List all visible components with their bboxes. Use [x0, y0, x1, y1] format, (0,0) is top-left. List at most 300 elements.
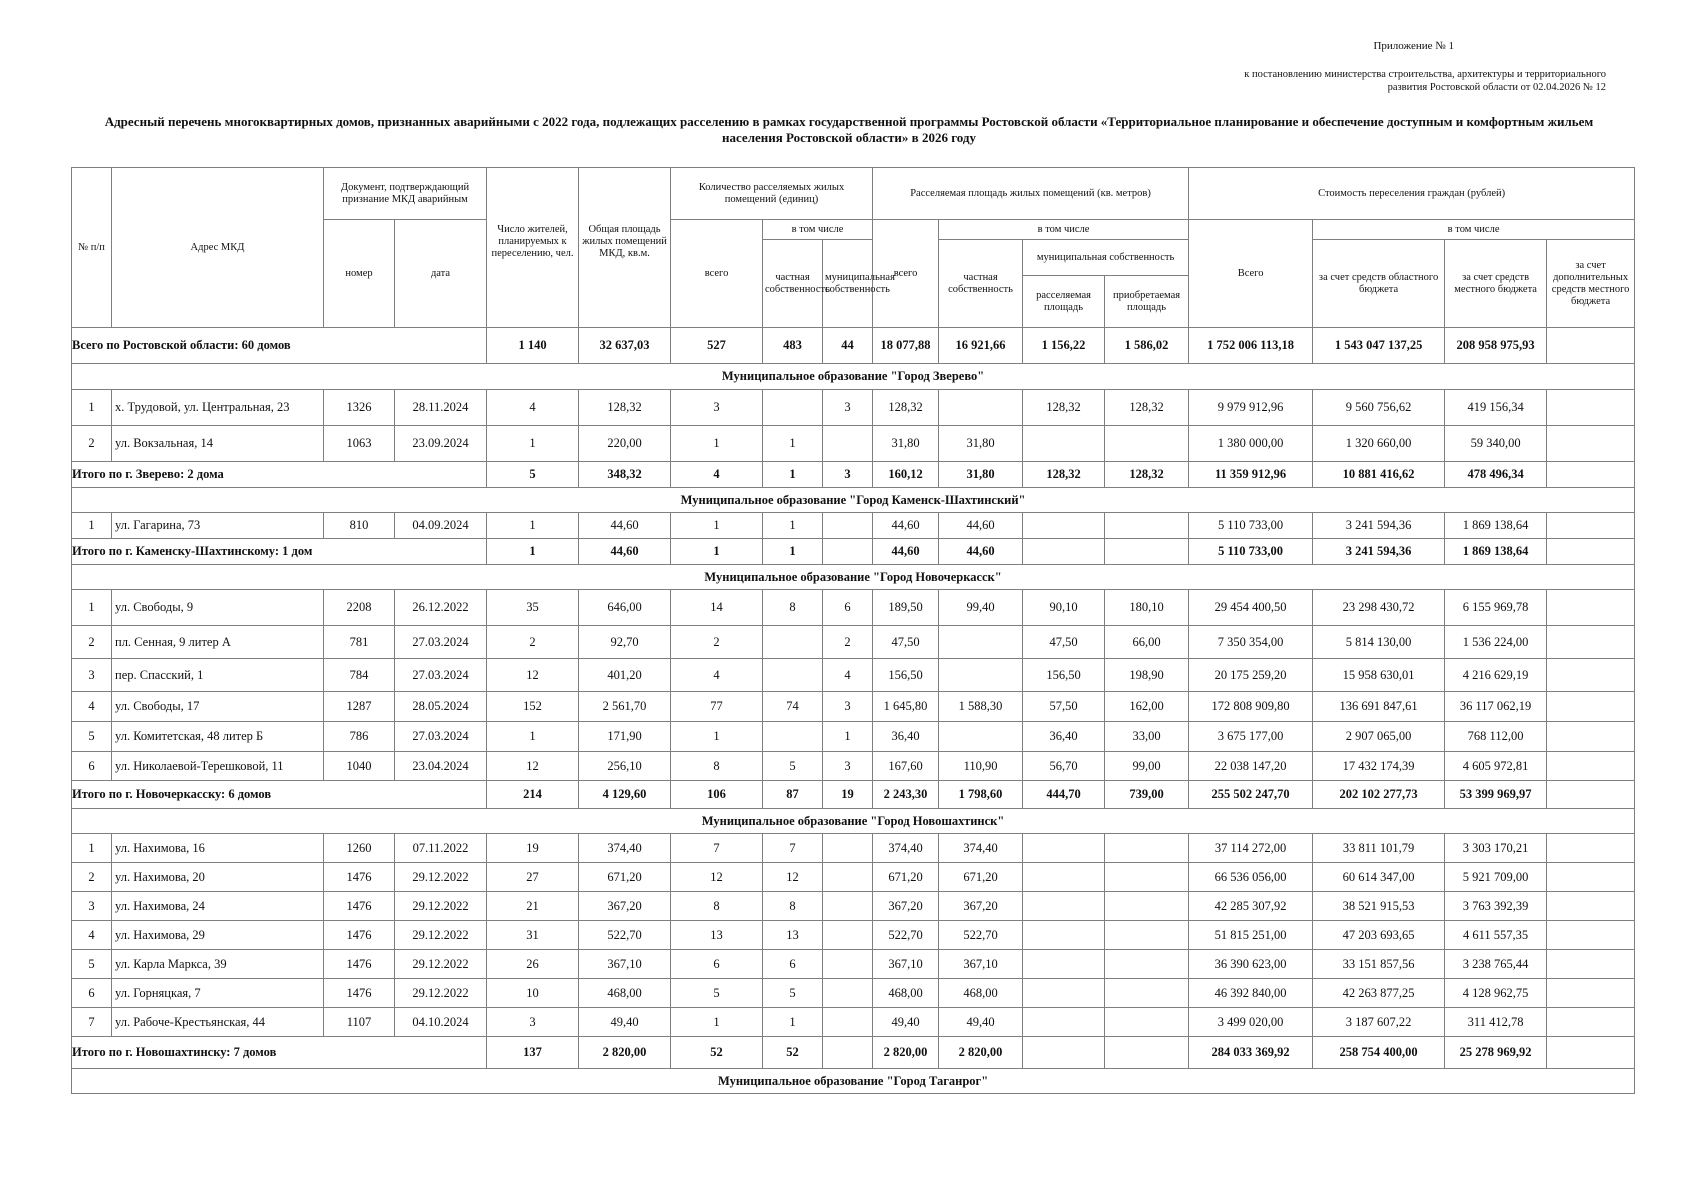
- address-cell: ул. Рабоче-Крестьянская, 44: [112, 1008, 324, 1037]
- table-cell: [763, 626, 823, 659]
- table-cell: 3 241 594,36: [1313, 513, 1445, 539]
- table-cell: 60 614 347,00: [1313, 863, 1445, 892]
- total-cell: [823, 539, 873, 565]
- section-title: Муниципальное образование "Город Таганрог": [72, 1069, 1635, 1094]
- address-cell: ул. Гагарина, 73: [112, 513, 324, 539]
- total-cell: 3 241 594,36: [1313, 539, 1445, 565]
- table-cell: 786: [324, 722, 395, 752]
- table-cell: [1547, 1008, 1635, 1037]
- table-cell: 28.11.2024: [395, 390, 487, 426]
- table-cell: 1 536 224,00: [1445, 626, 1547, 659]
- table-cell: 66 536 056,00: [1189, 863, 1313, 892]
- table-cell: 33 811 101,79: [1313, 834, 1445, 863]
- total-cell: 208 958 975,93: [1445, 328, 1547, 364]
- total-cell: 4: [671, 462, 763, 488]
- table-cell: [763, 390, 823, 426]
- table-cell: 7: [671, 834, 763, 863]
- table-cell: 29.12.2022: [395, 892, 487, 921]
- total-label: Итого по г. Новошахтинску: 7 домов: [72, 1037, 487, 1069]
- table-cell: 172 808 909,80: [1189, 692, 1313, 722]
- total-cell: 5 110 733,00: [1189, 539, 1313, 565]
- total-cell: 32 637,03: [579, 328, 671, 364]
- table-cell: 13: [671, 921, 763, 950]
- table-cell: [939, 659, 1023, 692]
- total-cell: 1 752 006 113,18: [1189, 328, 1313, 364]
- total-cell: 2 820,00: [939, 1037, 1023, 1069]
- table-cell: 4: [823, 659, 873, 692]
- table-cell: 5: [72, 722, 112, 752]
- total-cell: 483: [763, 328, 823, 364]
- table-cell: 38 521 915,53: [1313, 892, 1445, 921]
- table-cell: 3: [487, 1008, 579, 1037]
- table-row: [72, 659, 1635, 692]
- table-cell: [1105, 834, 1189, 863]
- address-cell: ул. Комитетская, 48 литер Б: [112, 722, 324, 752]
- total-cell: 527: [671, 328, 763, 364]
- table-cell: 171,90: [579, 722, 671, 752]
- table-cell: 29.12.2022: [395, 979, 487, 1008]
- total-cell: 44: [823, 328, 873, 364]
- table-cell: 1: [72, 513, 112, 539]
- table-cell: [1547, 892, 1635, 921]
- total-cell: [1023, 539, 1105, 565]
- total-cell: [1547, 328, 1635, 364]
- col-area-incl: в том числе: [939, 220, 1189, 240]
- table-cell: 1: [823, 722, 873, 752]
- total-cell: 2 820,00: [873, 1037, 939, 1069]
- table-cell: 27.03.2024: [395, 659, 487, 692]
- resettlement-table: [71, 167, 1635, 1094]
- table-cell: 14: [671, 590, 763, 626]
- table-cell: 1: [671, 1008, 763, 1037]
- table-cell: 367,20: [939, 892, 1023, 921]
- table-cell: 3 763 392,39: [1445, 892, 1547, 921]
- table-cell: 522,70: [939, 921, 1023, 950]
- table-cell: 1 320 660,00: [1313, 426, 1445, 462]
- total-cell: 106: [671, 781, 763, 809]
- table-cell: 167,60: [873, 752, 939, 781]
- table-cell: 56,70: [1023, 752, 1105, 781]
- total-cell: 478 496,34: [1445, 462, 1547, 488]
- total-cell: [1547, 781, 1635, 809]
- table-cell: 1 645,80: [873, 692, 939, 722]
- table-cell: 5 921 709,00: [1445, 863, 1547, 892]
- total-cell: [1105, 539, 1189, 565]
- table-cell: 2: [72, 426, 112, 462]
- table-cell: 8: [763, 892, 823, 921]
- table-cell: 6: [823, 590, 873, 626]
- table-cell: [823, 921, 873, 950]
- table-cell: [939, 390, 1023, 426]
- table-cell: 36 390 623,00: [1189, 950, 1313, 979]
- table-cell: 468,00: [873, 979, 939, 1008]
- table-cell: 6 155 969,78: [1445, 590, 1547, 626]
- total-cell: 1 156,22: [1023, 328, 1105, 364]
- section-header-row: [72, 565, 1635, 590]
- col-residents: Число жителей, планируемых к переселению, чел.: [487, 168, 579, 328]
- total-cell: 44,60: [873, 539, 939, 565]
- total-label: Всего по Ростовской области: 60 домов: [72, 328, 487, 364]
- section-header-row: [72, 488, 1635, 513]
- table-cell: 44,60: [939, 513, 1023, 539]
- table-cell: 3: [823, 752, 873, 781]
- table-cell: 5 110 733,00: [1189, 513, 1313, 539]
- table-cell: 04.10.2024: [395, 1008, 487, 1037]
- table-cell: 42 263 877,25: [1313, 979, 1445, 1008]
- table-cell: 1: [487, 513, 579, 539]
- table-cell: 29 454 400,50: [1189, 590, 1313, 626]
- col-area-acquired: приобретаемая площадь: [1105, 276, 1189, 328]
- table-cell: [1023, 979, 1105, 1008]
- section-header-row: [72, 1069, 1635, 1094]
- table-cell: [1023, 950, 1105, 979]
- table-row: [72, 722, 1635, 752]
- table-cell: 367,10: [579, 950, 671, 979]
- address-cell: х. Трудовой, ул. Центральная, 23: [112, 390, 324, 426]
- table-cell: 47,50: [873, 626, 939, 659]
- table-cell: 77: [671, 692, 763, 722]
- table-cell: 92,70: [579, 626, 671, 659]
- grand-total-row: [72, 328, 1635, 364]
- total-cell: 52: [671, 1037, 763, 1069]
- table-cell: [823, 892, 873, 921]
- table-cell: 2: [72, 863, 112, 892]
- table-cell: 36 117 062,19: [1445, 692, 1547, 722]
- table-cell: [1023, 834, 1105, 863]
- table-cell: 1063: [324, 426, 395, 462]
- address-cell: ул. Свободы, 17: [112, 692, 324, 722]
- total-cell: [1023, 1037, 1105, 1069]
- col-doc: Документ, подтверждающий признание МКД аварийным: [324, 168, 487, 220]
- total-cell: 31,80: [939, 462, 1023, 488]
- table-cell: 1476: [324, 921, 395, 950]
- col-rooms-private: частная собственность: [763, 240, 823, 328]
- table-cell: 128,32: [1023, 390, 1105, 426]
- table-cell: 1 869 138,64: [1445, 513, 1547, 539]
- section-total-row: [72, 1037, 1635, 1069]
- table-row: [72, 390, 1635, 426]
- address-cell: ул. Николаевой-Терешковой, 11: [112, 752, 324, 781]
- table-cell: 8: [671, 892, 763, 921]
- table-cell: [1547, 834, 1635, 863]
- table-cell: 4 611 557,35: [1445, 921, 1547, 950]
- table-cell: [1105, 950, 1189, 979]
- table-cell: 781: [324, 626, 395, 659]
- total-cell: 739,00: [1105, 781, 1189, 809]
- table-cell: 29.12.2022: [395, 863, 487, 892]
- table-cell: 12: [671, 863, 763, 892]
- table-cell: 2: [72, 626, 112, 659]
- table-cell: 47 203 693,65: [1313, 921, 1445, 950]
- table-cell: 180,10: [1105, 590, 1189, 626]
- table-cell: [939, 626, 1023, 659]
- table-cell: 3: [823, 692, 873, 722]
- section-total-row: [72, 462, 1635, 488]
- total-cell: 1 543 047 137,25: [1313, 328, 1445, 364]
- address-cell: ул. Свободы, 9: [112, 590, 324, 626]
- table-row: [72, 513, 1635, 539]
- address-cell: ул. Нахимова, 16: [112, 834, 324, 863]
- table-cell: 15 958 630,01: [1313, 659, 1445, 692]
- table-cell: 12: [763, 863, 823, 892]
- table-cell: 44,60: [873, 513, 939, 539]
- address-cell: ул. Карла Маркса, 39: [112, 950, 324, 979]
- address-cell: ул. Горняцкая, 7: [112, 979, 324, 1008]
- table-cell: 33 151 857,56: [1313, 950, 1445, 979]
- total-cell: 1 798,60: [939, 781, 1023, 809]
- total-cell: 87: [763, 781, 823, 809]
- table-cell: [823, 426, 873, 462]
- section-total-row: [72, 539, 1635, 565]
- address-cell: ул. Нахимова, 24: [112, 892, 324, 921]
- table-cell: 671,20: [939, 863, 1023, 892]
- address-cell: ул. Вокзальная, 14: [112, 426, 324, 462]
- table-cell: 99,40: [939, 590, 1023, 626]
- table-cell: 311 412,78: [1445, 1008, 1547, 1037]
- total-cell: 16 921,66: [939, 328, 1023, 364]
- table-cell: 37 114 272,00: [1189, 834, 1313, 863]
- table-cell: 367,10: [873, 950, 939, 979]
- table-cell: 6: [72, 752, 112, 781]
- table-cell: [1105, 513, 1189, 539]
- col-total-area: Общая площадь жилых помещений МКД, кв.м.: [579, 168, 671, 328]
- table-cell: 1107: [324, 1008, 395, 1037]
- table-cell: 784: [324, 659, 395, 692]
- table-cell: 8: [763, 590, 823, 626]
- table-cell: [1547, 752, 1635, 781]
- table-cell: 4 128 962,75: [1445, 979, 1547, 1008]
- total-cell: 18 077,88: [873, 328, 939, 364]
- table-cell: 128,32: [873, 390, 939, 426]
- table-cell: 1 380 000,00: [1189, 426, 1313, 462]
- document-title: Адресный перечень многоквартирных домов, признанных аварийными с 2022 года, подлежащих расселению в рамках государственной программы Ростовской области «Территориальное планирование и обеспечение доступным и комфортным жильем населения Ростовской области» в 2026 году: [104, 114, 1594, 145]
- table-row: [72, 921, 1635, 950]
- table-cell: 4: [72, 921, 112, 950]
- table-cell: [1547, 426, 1635, 462]
- table-cell: 2208: [324, 590, 395, 626]
- total-cell: 214: [487, 781, 579, 809]
- col-cost-local: за счет средств местного бюджета: [1445, 240, 1547, 328]
- table-cell: [1023, 513, 1105, 539]
- table-cell: 1: [671, 426, 763, 462]
- table-cell: 198,90: [1105, 659, 1189, 692]
- table-cell: 810: [324, 513, 395, 539]
- table-cell: [1023, 921, 1105, 950]
- table-cell: 374,40: [939, 834, 1023, 863]
- table-cell: 1476: [324, 979, 395, 1008]
- table-cell: 9 979 912,96: [1189, 390, 1313, 426]
- section-header-row: [72, 364, 1635, 390]
- col-address: Адрес МКД: [112, 168, 324, 328]
- table-cell: [1547, 722, 1635, 752]
- address-cell: пер. Спасский, 1: [112, 659, 324, 692]
- table-cell: 49,40: [939, 1008, 1023, 1037]
- total-cell: 10 881 416,62: [1313, 462, 1445, 488]
- table-cell: 3 303 170,21: [1445, 834, 1547, 863]
- table-cell: 59 340,00: [1445, 426, 1547, 462]
- table-cell: 49,40: [579, 1008, 671, 1037]
- table-cell: [1547, 979, 1635, 1008]
- table-cell: [823, 979, 873, 1008]
- table-cell: 4: [487, 390, 579, 426]
- table-cell: 1476: [324, 950, 395, 979]
- col-num: № п/п: [72, 168, 112, 328]
- table-cell: 12: [487, 752, 579, 781]
- table-cell: 1: [72, 834, 112, 863]
- table-cell: [1547, 659, 1635, 692]
- table-cell: 31,80: [939, 426, 1023, 462]
- table-cell: 27: [487, 863, 579, 892]
- table-cell: 2: [823, 626, 873, 659]
- table-cell: 26: [487, 950, 579, 979]
- table-cell: 5: [763, 752, 823, 781]
- total-label: Итого по г. Каменску-Шахтинскому: 1 дом: [72, 539, 487, 565]
- table-cell: 1476: [324, 892, 395, 921]
- col-cost-additional: за счет дополнительных средств местного бюджета: [1547, 240, 1635, 328]
- table-cell: 23.04.2024: [395, 752, 487, 781]
- table-cell: 367,20: [873, 892, 939, 921]
- table-cell: 156,50: [1023, 659, 1105, 692]
- col-rooms-incl: в том числе: [763, 220, 873, 240]
- table-cell: 99,00: [1105, 752, 1189, 781]
- table-cell: 46 392 840,00: [1189, 979, 1313, 1008]
- table-row: [72, 692, 1635, 722]
- table-cell: 152: [487, 692, 579, 722]
- table-cell: 31: [487, 921, 579, 950]
- table-cell: 57,50: [1023, 692, 1105, 722]
- table-cell: 29.12.2022: [395, 921, 487, 950]
- table-row: [72, 863, 1635, 892]
- table-cell: [1105, 426, 1189, 462]
- decree-reference: [1244, 68, 1606, 94]
- table-cell: [1023, 863, 1105, 892]
- table-cell: 3: [72, 892, 112, 921]
- section-title: Муниципальное образование "Город Новочеркасск": [72, 565, 1635, 590]
- section-title: Муниципальное образование "Город Каменск-Шахтинский": [72, 488, 1635, 513]
- table-cell: 36,40: [1023, 722, 1105, 752]
- table-row: [72, 979, 1635, 1008]
- table-cell: 5: [671, 979, 763, 1008]
- table-cell: 1: [763, 426, 823, 462]
- table-cell: 23.09.2024: [395, 426, 487, 462]
- table-cell: 23 298 430,72: [1313, 590, 1445, 626]
- total-cell: 255 502 247,70: [1189, 781, 1313, 809]
- table-cell: 220,00: [579, 426, 671, 462]
- table-cell: 27.03.2024: [395, 626, 487, 659]
- table-cell: 1326: [324, 390, 395, 426]
- table-cell: 3: [823, 390, 873, 426]
- table-cell: 4: [671, 659, 763, 692]
- table-cell: 07.11.2022: [395, 834, 487, 863]
- col-doc-number: номер: [324, 220, 395, 328]
- table-cell: 26.12.2022: [395, 590, 487, 626]
- table-cell: 256,10: [579, 752, 671, 781]
- table-cell: 44,60: [579, 513, 671, 539]
- appendix-label: Приложение № 1: [1373, 40, 1454, 52]
- total-cell: 1: [487, 539, 579, 565]
- table-row: [72, 426, 1635, 462]
- total-cell: 5: [487, 462, 579, 488]
- address-cell: пл. Сенная, 9 литер А: [112, 626, 324, 659]
- table-cell: 1040: [324, 752, 395, 781]
- total-cell: [823, 1037, 873, 1069]
- table-cell: 29.12.2022: [395, 950, 487, 979]
- table-cell: 2: [487, 626, 579, 659]
- total-cell: 4 129,60: [579, 781, 671, 809]
- table-cell: 8: [671, 752, 763, 781]
- table-cell: 31,80: [873, 426, 939, 462]
- table-cell: 6: [72, 979, 112, 1008]
- table-cell: 10: [487, 979, 579, 1008]
- table-cell: 374,40: [579, 834, 671, 863]
- total-cell: 11 359 912,96: [1189, 462, 1313, 488]
- total-cell: 1: [763, 539, 823, 565]
- col-area-municipal: муниципальная собственность: [1023, 240, 1189, 276]
- col-area: Расселяемая площадь жилых помещений (кв. метров): [873, 168, 1189, 220]
- resettlement-table-wrapper: [71, 167, 1635, 1094]
- section-total-row: [72, 781, 1635, 809]
- total-cell: 1: [763, 462, 823, 488]
- total-cell: [1547, 462, 1635, 488]
- total-cell: 2 243,30: [873, 781, 939, 809]
- table-row: [72, 626, 1635, 659]
- table-cell: 74: [763, 692, 823, 722]
- table-cell: [1105, 1008, 1189, 1037]
- col-area-private: частная собственность: [939, 240, 1023, 328]
- table-cell: 671,20: [579, 863, 671, 892]
- table-cell: 374,40: [873, 834, 939, 863]
- total-cell: [1547, 1037, 1635, 1069]
- col-rooms: Количество расселяемых жилых помещений (единиц): [671, 168, 873, 220]
- table-cell: 36,40: [873, 722, 939, 752]
- table-cell: [1547, 626, 1635, 659]
- table-cell: 1: [72, 390, 112, 426]
- total-label: Итого по г. Зверево: 2 дома: [72, 462, 487, 488]
- table-cell: 2 907 065,00: [1313, 722, 1445, 752]
- table-cell: [823, 513, 873, 539]
- table-row: [72, 752, 1635, 781]
- table-cell: [1105, 921, 1189, 950]
- table-cell: 90,10: [1023, 590, 1105, 626]
- table-cell: 66,00: [1105, 626, 1189, 659]
- address-cell: ул. Нахимова, 29: [112, 921, 324, 950]
- table-cell: 522,70: [873, 921, 939, 950]
- table-cell: 468,00: [579, 979, 671, 1008]
- table-cell: 128,32: [579, 390, 671, 426]
- table-cell: [1105, 892, 1189, 921]
- table-cell: [823, 1008, 873, 1037]
- table-cell: 3 499 020,00: [1189, 1008, 1313, 1037]
- total-cell: 1 869 138,64: [1445, 539, 1547, 565]
- table-cell: [823, 950, 873, 979]
- table-cell: 47,50: [1023, 626, 1105, 659]
- total-cell: 19: [823, 781, 873, 809]
- table-cell: 3 238 765,44: [1445, 950, 1547, 979]
- table-cell: 1: [487, 722, 579, 752]
- table-cell: 5 814 130,00: [1313, 626, 1445, 659]
- table-cell: 1260: [324, 834, 395, 863]
- table-cell: 4 216 629,19: [1445, 659, 1547, 692]
- table-cell: 1: [763, 1008, 823, 1037]
- table-cell: [939, 722, 1023, 752]
- total-label: Итого по г. Новочеркасску: 6 домов: [72, 781, 487, 809]
- total-cell: 202 102 277,73: [1313, 781, 1445, 809]
- table-cell: 22 038 147,20: [1189, 752, 1313, 781]
- col-cost: Стоимость переселения граждан (рублей): [1189, 168, 1635, 220]
- total-cell: 258 754 400,00: [1313, 1037, 1445, 1069]
- table-cell: 1287: [324, 692, 395, 722]
- table-row: [72, 950, 1635, 979]
